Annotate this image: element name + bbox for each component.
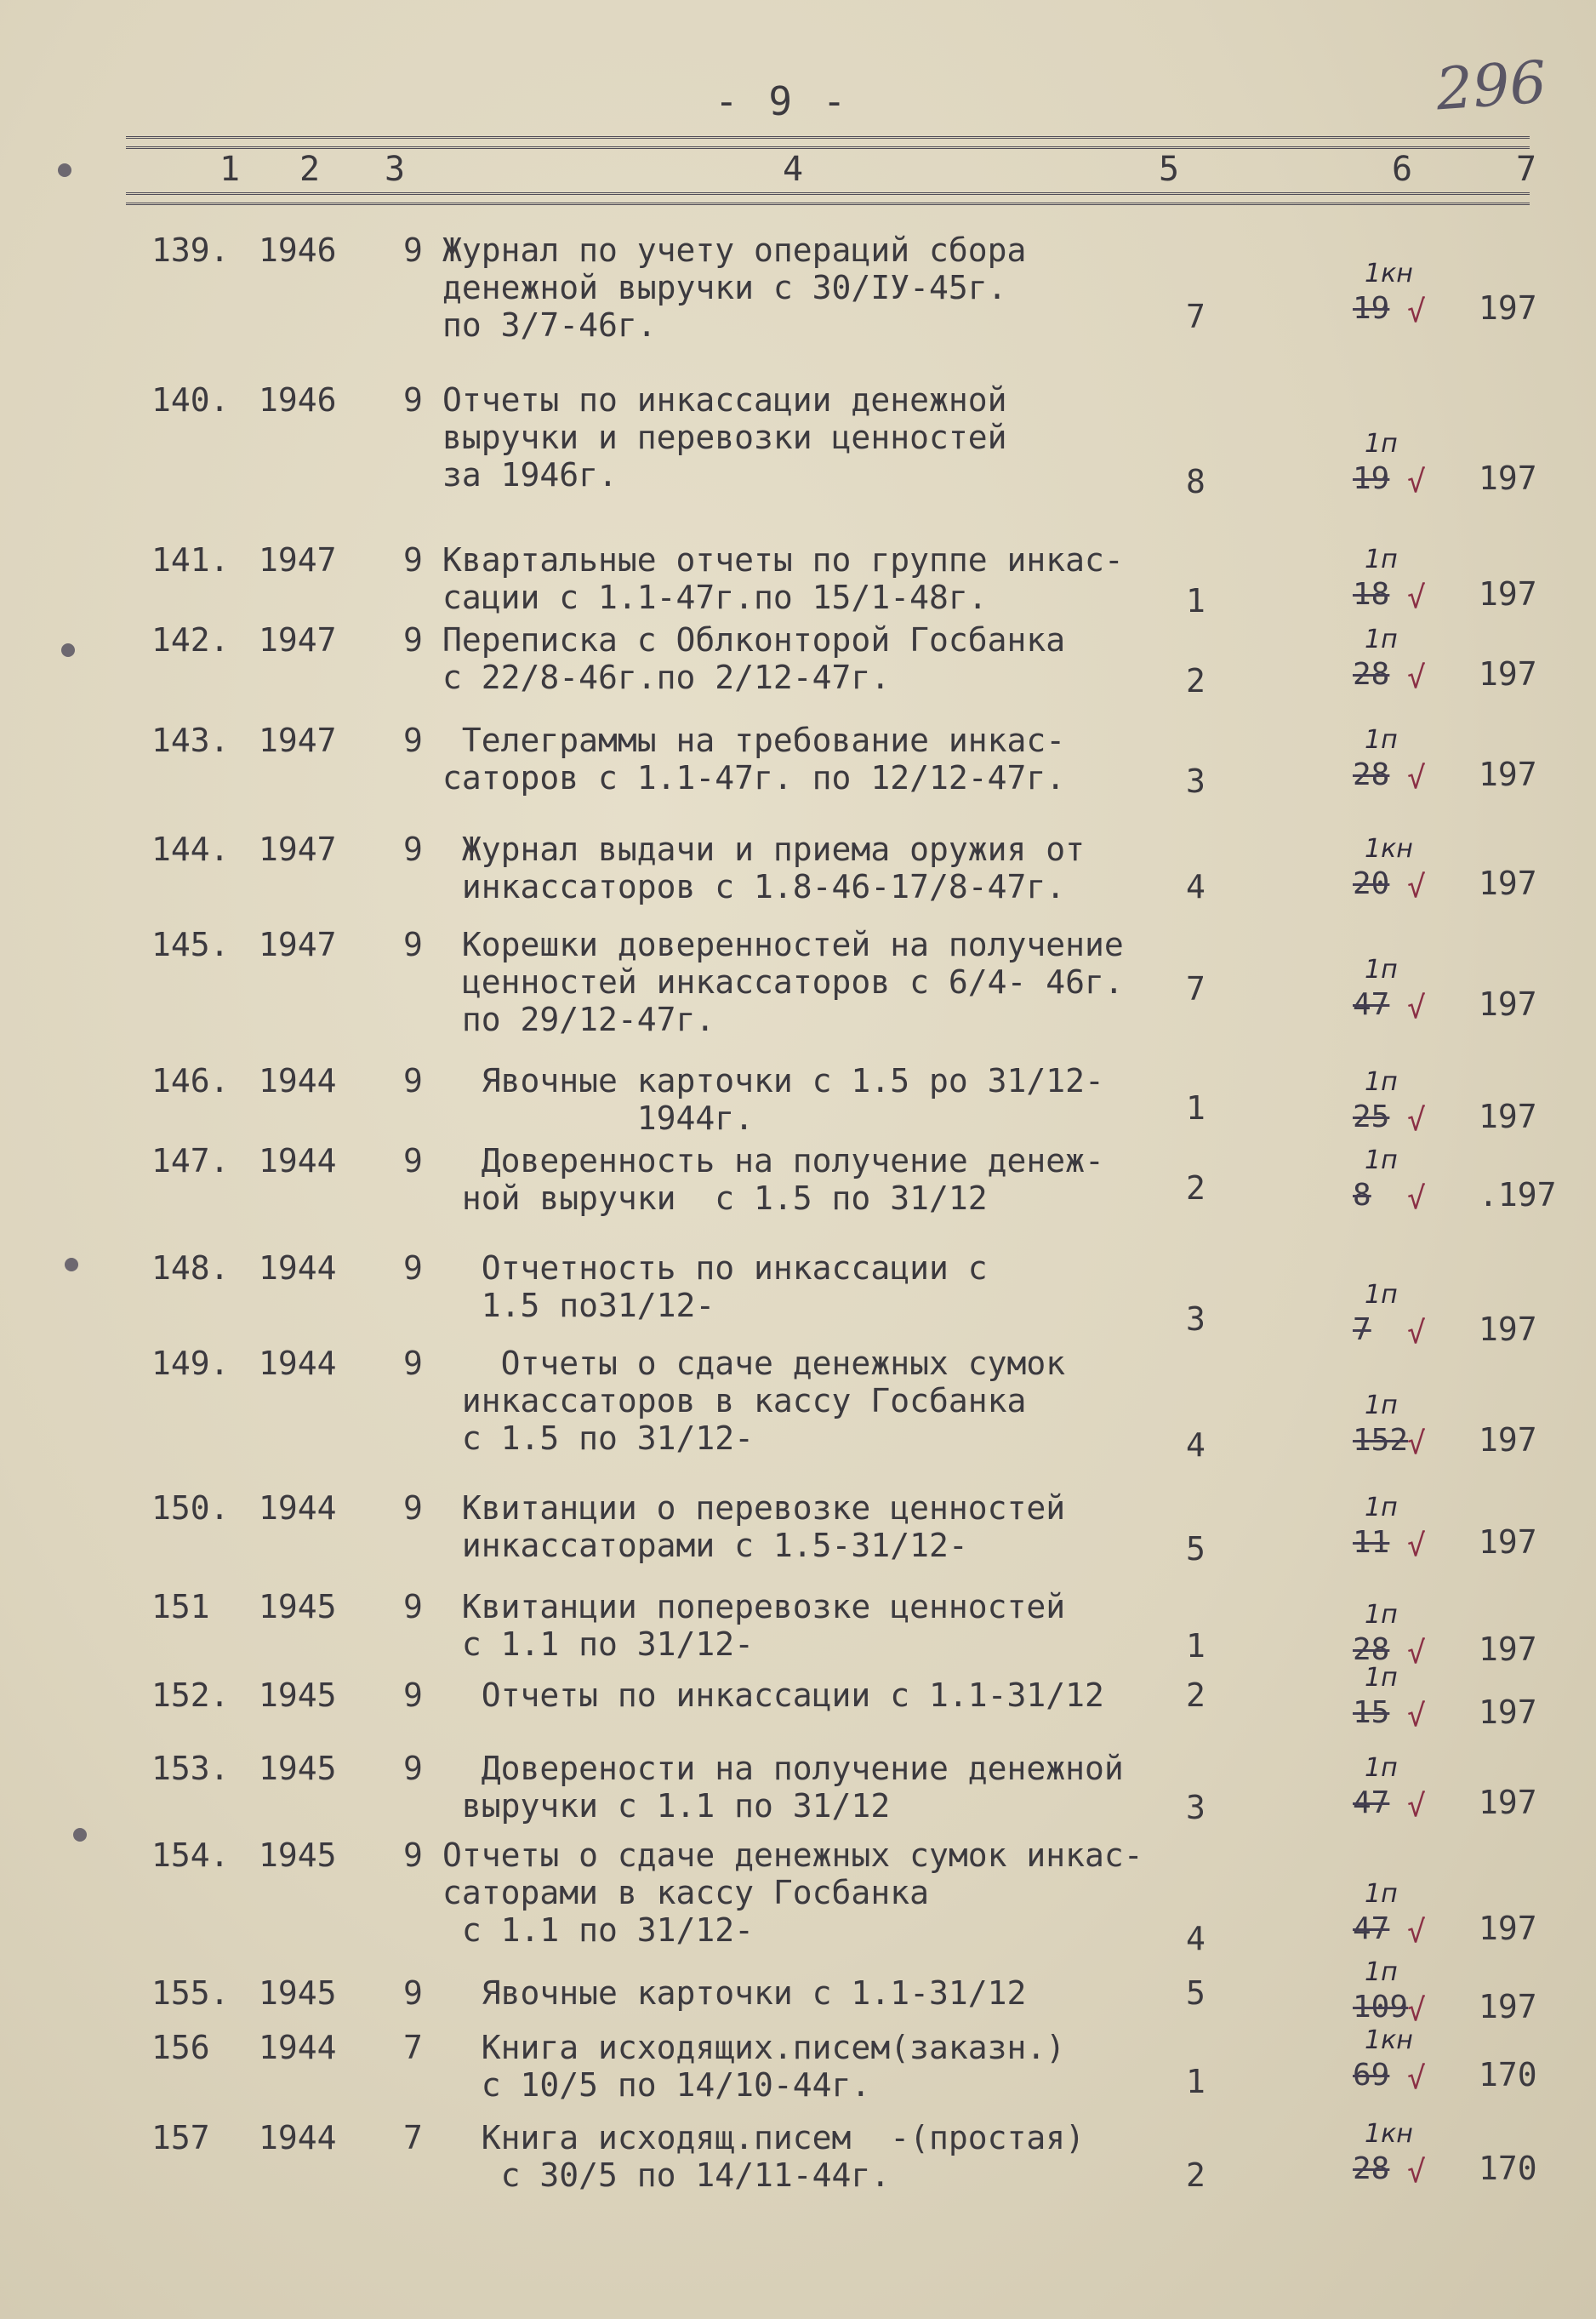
- entry-title-line: инкассаторов с 1.8-46-17/8-47г.: [442, 868, 1066, 905]
- entry-fund: 7: [403, 2119, 423, 2156]
- entry-number: 152.: [151, 1676, 230, 1714]
- entry-year: 1944: [259, 1142, 337, 1179]
- entry-title-line: Квитанции о перевозке ценностей: [442, 1489, 1066, 1527]
- entry-count: 7: [1186, 298, 1206, 335]
- entry-fund: 9: [403, 381, 423, 419]
- entry-title: [442, 1345, 1065, 1457]
- entry-title-line: Доверенность на получение денеж-: [442, 1142, 1104, 1179]
- check-mark-icon: √: [1407, 465, 1426, 500]
- sheets-unit-annotation: 1п: [1365, 1753, 1398, 1783]
- column-number: 2: [299, 150, 321, 189]
- sheets-unit-annotation: 1кн: [1365, 834, 1413, 864]
- entry-term: 197: [1479, 1631, 1537, 1668]
- entry-title-line: Отчеты по инкассации с 1.1-31/12: [442, 1676, 1104, 1714]
- entry-fund: 7: [403, 2029, 423, 2066]
- entry-fund: 9: [403, 621, 423, 659]
- entry-sheets: [1353, 2119, 1446, 2204]
- entry-count: 8: [1186, 463, 1206, 500]
- entry-title-line: саторов с 1.1-47г. по 12/12-47г.: [442, 759, 1066, 797]
- entry-term: 197: [1479, 1523, 1537, 1561]
- sheets-count: 28: [1353, 2151, 1390, 2186]
- check-mark-icon: √: [1407, 1181, 1426, 1216]
- entry-term: 197: [1479, 575, 1537, 613]
- entry-count: 5: [1186, 1974, 1206, 2012]
- entry-count: 1: [1186, 2063, 1206, 2100]
- sheets-unit-annotation: 1п: [1365, 625, 1398, 654]
- entry-count: 3: [1186, 1789, 1206, 1826]
- entry-term: 197: [1479, 1098, 1537, 1135]
- entry-count: 2: [1186, 662, 1206, 700]
- sheets-unit-annotation: 1п: [1365, 1145, 1398, 1175]
- entry-fund: 9: [403, 231, 423, 269]
- entry-fund: 9: [403, 1974, 423, 2012]
- sheets-unit-annotation: 1п: [1365, 1280, 1398, 1310]
- header-rule-bottom: [126, 192, 1530, 195]
- entry-fund: 9: [403, 1836, 423, 1874]
- entry-count: 4: [1186, 1920, 1206, 1957]
- entry-title-line: Явочные карточки с 1.5 ро 31/12-: [442, 1062, 1104, 1100]
- entry-sheets: [1353, 259, 1446, 344]
- entry-term: 197: [1479, 655, 1537, 693]
- entry-title: [442, 381, 1006, 494]
- entry-number: 150.: [151, 1489, 230, 1527]
- sheets-unit-annotation: 1п: [1365, 1600, 1398, 1630]
- check-mark-icon: √: [1407, 1528, 1426, 1563]
- sheets-count: 47: [1353, 1911, 1390, 1946]
- sheets-unit-annotation: 1кн: [1365, 2025, 1413, 2055]
- check-mark-icon: √: [1407, 2061, 1426, 2096]
- sheets-count: 15: [1353, 1695, 1390, 1730]
- entry-fund: 9: [403, 1676, 423, 1714]
- entry-year: 1944: [259, 2029, 337, 2066]
- entry-count: 5: [1186, 1530, 1206, 1568]
- entry-year: 1946: [259, 231, 337, 269]
- entry-title-line: по 3/7-46г.: [442, 306, 657, 344]
- entry-title-line: Журнал по учету операций сбора: [442, 231, 1027, 269]
- entry-count: 1: [1186, 582, 1206, 620]
- archive-sheet-number: 296: [1434, 49, 1549, 124]
- column-number: 5: [1159, 150, 1180, 189]
- entry-title-line: инкассаторов в кассу Госбанка: [442, 1382, 1027, 1419]
- entry-number: 153.: [151, 1750, 230, 1787]
- entry-count: 2: [1186, 2156, 1206, 2194]
- entry-title-line: саторами в кассу Госбанка: [442, 1874, 929, 1911]
- entry-title-line: Отчеты по инкассации денежной: [442, 381, 1007, 419]
- entry-year: 1947: [259, 926, 337, 963]
- sheets-count: 109: [1353, 1990, 1409, 2025]
- entry-year: 1944: [259, 1489, 337, 1527]
- entry-number: 151: [151, 1588, 210, 1625]
- entry-title: [442, 1062, 1104, 1137]
- check-mark-icon: √: [1407, 761, 1426, 796]
- entry-year: 1945: [259, 1836, 337, 1874]
- entry-sheets: [1353, 625, 1446, 710]
- entry-sheets: [1353, 429, 1446, 514]
- sheets-unit-annotation: 1п: [1365, 1493, 1398, 1522]
- entry-title-line: Явочные карточки с 1.1-31/12: [442, 1974, 1027, 2012]
- entry-number: 145.: [151, 926, 230, 963]
- entry-title-line: Переписка с Облконторой Госбанка: [442, 621, 1066, 659]
- page-number: - 9 -: [715, 78, 850, 124]
- entry-year: 1944: [259, 1249, 337, 1287]
- entry-title: [442, 1750, 1124, 1825]
- entry-term: 197: [1479, 1910, 1537, 1947]
- entry-term: 197: [1479, 1784, 1537, 1821]
- entry-number: 154.: [151, 1836, 230, 1874]
- entry-number: 142.: [151, 621, 230, 659]
- sheets-count: 152: [1353, 1423, 1409, 1458]
- entry-year: 1944: [259, 2119, 337, 2156]
- entry-fund: 9: [403, 1142, 423, 1179]
- check-mark-icon: √: [1407, 1789, 1426, 1824]
- entry-term: 197: [1479, 1988, 1537, 2025]
- entry-term: 197: [1479, 985, 1537, 1023]
- entry-title-line: сации с 1.1-47г.по 15/1-48г.: [442, 579, 988, 616]
- binding-hole: [61, 643, 75, 657]
- entry-year: 1947: [259, 722, 337, 759]
- entry-count: 1: [1186, 1627, 1206, 1665]
- check-mark-icon: √: [1407, 1993, 1426, 2028]
- sheets-unit-annotation: 1кн: [1365, 259, 1413, 288]
- entry-title: [442, 1676, 1104, 1714]
- entry-term: 170: [1479, 2150, 1537, 2187]
- entry-count: 3: [1186, 1300, 1206, 1338]
- entry-title: [442, 1489, 1065, 1564]
- entry-term: 170: [1479, 2056, 1537, 2093]
- column-number: 4: [783, 150, 804, 189]
- entry-title-line: выручки с 1.1 по 31/12: [442, 1787, 891, 1825]
- entry-count: 3: [1186, 763, 1206, 800]
- sheets-count: 28: [1353, 757, 1390, 792]
- sheets-count: 47: [1353, 987, 1390, 1022]
- check-mark-icon: √: [1407, 580, 1426, 615]
- entry-number: 140.: [151, 381, 230, 419]
- entry-title-line: Журнал выдачи и приема оружия от: [442, 831, 1085, 868]
- sheets-unit-annotation: 1кн: [1365, 2119, 1413, 2149]
- entry-term: 197: [1479, 1311, 1537, 1348]
- entry-title: [442, 926, 1124, 1038]
- entry-sheets: [1353, 1663, 1446, 1748]
- check-mark-icon: √: [1407, 1915, 1426, 1950]
- binding-hole: [58, 163, 71, 177]
- header-rule-top: [126, 136, 1530, 139]
- entry-title: [442, 231, 1026, 344]
- entry-title: [442, 1142, 1104, 1217]
- entry-sheets: [1353, 545, 1446, 630]
- entry-sheets: [1353, 1145, 1446, 1231]
- sheets-unit-annotation: 1п: [1365, 429, 1398, 459]
- entry-title-line: Книга исходящ.писем -(простая): [442, 2119, 1085, 2156]
- entry-sheets: [1353, 725, 1446, 810]
- check-mark-icon: √: [1407, 2155, 1426, 2190]
- entry-number: 156: [151, 2029, 210, 2066]
- sheets-unit-annotation: 1п: [1365, 1663, 1398, 1693]
- entry-count: 7: [1186, 970, 1206, 1008]
- entry-term: 197: [1479, 756, 1537, 793]
- entry-term: 197: [1479, 1694, 1537, 1731]
- entry-number: 146.: [151, 1062, 230, 1100]
- sheets-count: 28: [1353, 1632, 1390, 1667]
- entry-title: [442, 541, 1124, 616]
- entry-sheets: [1353, 955, 1446, 1040]
- entry-number: 143.: [151, 722, 230, 759]
- entry-term: .197: [1479, 1176, 1557, 1214]
- entry-title-line: с 1.5 по 31/12-: [442, 1419, 755, 1457]
- sheets-count: 20: [1353, 866, 1390, 901]
- entry-term: 197: [1479, 865, 1537, 902]
- entry-title: [442, 2119, 1085, 2194]
- entry-term: 197: [1479, 1421, 1537, 1459]
- check-mark-icon: √: [1407, 1103, 1426, 1138]
- sheets-count: 19: [1353, 461, 1390, 496]
- header-rule-top-second: [126, 146, 1530, 149]
- entry-title-line: с 30/5 по 14/11-44г.: [442, 2156, 891, 2194]
- entry-count: 4: [1186, 1426, 1206, 1464]
- sheets-unit-annotation: 1п: [1365, 545, 1398, 574]
- entry-year: 1945: [259, 1676, 337, 1714]
- entry-title-line: Отчеты о сдаче денежных сумок инкас-: [442, 1836, 1143, 1874]
- entry-fund: 9: [403, 1489, 423, 1527]
- entry-title-line: с 22/8-46г.по 2/12-47г.: [442, 659, 891, 696]
- check-mark-icon: √: [1407, 1316, 1426, 1351]
- sheets-unit-annotation: 1п: [1365, 1879, 1398, 1909]
- entry-fund: 9: [403, 831, 423, 868]
- check-mark-icon: √: [1407, 1426, 1426, 1461]
- entry-title: [442, 1836, 1143, 1949]
- entry-year: 1947: [259, 621, 337, 659]
- check-mark-icon: √: [1407, 991, 1426, 1025]
- entry-number: 157: [151, 2119, 210, 2156]
- sheets-count: 8: [1353, 1178, 1371, 1213]
- entry-fund: 9: [403, 1750, 423, 1787]
- entry-sheets: [1353, 1753, 1446, 1838]
- entry-fund: 9: [403, 1588, 423, 1625]
- entry-fund: 9: [403, 541, 423, 579]
- binding-hole: [65, 1258, 78, 1271]
- column-number: 1: [219, 150, 241, 189]
- sheets-unit-annotation: 1п: [1365, 725, 1398, 755]
- entry-title-line: по 29/12-47г.: [442, 1001, 715, 1038]
- check-mark-icon: √: [1407, 870, 1426, 905]
- sheets-count: 11: [1353, 1525, 1390, 1560]
- entry-year: 1944: [259, 1345, 337, 1382]
- sheets-count: 18: [1353, 577, 1390, 612]
- entry-count: 1: [1186, 1089, 1206, 1127]
- entry-title-line: Квартальные отчеты по группе инкас-: [442, 541, 1124, 579]
- entry-title-line: Квитанции поперевозке ценностей: [442, 1588, 1066, 1625]
- entry-number: 147.: [151, 1142, 230, 1179]
- entry-year: 1945: [259, 1974, 337, 2012]
- entry-title-line: Телеграммы на требование инкас-: [442, 722, 1066, 759]
- entry-title-line: 1944г.: [442, 1100, 755, 1137]
- entry-number: 149.: [151, 1345, 230, 1382]
- sheets-count: 19: [1353, 291, 1390, 326]
- entry-title: [442, 1249, 988, 1324]
- entry-year: 1947: [259, 541, 337, 579]
- entry-sheets: [1353, 1280, 1446, 1365]
- entry-title-line: Книга исходящих.писем(заказн.): [442, 2029, 1066, 2066]
- entry-title-line: за 1946г.: [442, 456, 618, 494]
- entry-count: 4: [1186, 868, 1206, 905]
- entry-sheets: [1353, 1879, 1446, 1964]
- check-mark-icon: √: [1407, 1699, 1426, 1734]
- sheets-count: 47: [1353, 1785, 1390, 1820]
- check-mark-icon: √: [1407, 660, 1426, 695]
- entry-count: 2: [1186, 1169, 1206, 1207]
- entry-number: 141.: [151, 541, 230, 579]
- entry-number: 148.: [151, 1249, 230, 1287]
- entry-title-line: ценностей инкассаторов с 6/4- 46г.: [442, 963, 1124, 1001]
- entry-fund: 9: [403, 1062, 423, 1100]
- header-rule-bottom-second: [126, 203, 1530, 205]
- binding-hole: [73, 1828, 87, 1842]
- entry-year: 1946: [259, 381, 337, 419]
- column-number: 3: [385, 150, 406, 189]
- entry-title-line: денежной выручки с 30/IУ-45г.: [442, 269, 1007, 306]
- entry-title: [442, 831, 1085, 905]
- entry-title: [442, 1588, 1065, 1663]
- entry-term: 197: [1479, 289, 1537, 327]
- entry-title-line: ной выручки с 1.5 по 31/12: [442, 1179, 988, 1217]
- entry-count: 2: [1186, 1676, 1206, 1714]
- entry-title-line: Отчеты о сдаче денежных сумок: [442, 1345, 1066, 1382]
- entry-title: [442, 621, 1065, 696]
- entry-year: 1944: [259, 1062, 337, 1100]
- entry-title-line: выручки и перевозки ценностей: [442, 419, 1007, 456]
- sheets-count: 69: [1353, 2058, 1390, 2093]
- entry-sheets: [1353, 834, 1446, 919]
- check-mark-icon: √: [1407, 294, 1426, 329]
- entry-sheets: [1353, 1067, 1446, 1152]
- sheets-count: 25: [1353, 1100, 1390, 1134]
- entry-fund: 9: [403, 1345, 423, 1382]
- entry-fund: 9: [403, 926, 423, 963]
- entry-title: [442, 2029, 1065, 2104]
- entry-year: 1945: [259, 1588, 337, 1625]
- entry-title-line: 1.5 по31/12-: [442, 1287, 715, 1324]
- column-number: 7: [1516, 150, 1537, 189]
- check-mark-icon: √: [1407, 1636, 1426, 1671]
- entry-title-line: с 1.1 по 31/12-: [442, 1911, 755, 1949]
- column-number: 6: [1392, 150, 1413, 189]
- entry-sheets: [1353, 1391, 1446, 1476]
- sheets-unit-annotation: 1п: [1365, 1067, 1398, 1097]
- entry-title: [442, 722, 1065, 797]
- entry-sheets: [1353, 1493, 1446, 1578]
- entry-title-line: Доверености на получение денежной: [442, 1750, 1124, 1787]
- entry-title: [442, 1974, 1026, 2012]
- entry-number: 144.: [151, 831, 230, 868]
- entry-title-line: инкассаторами с 1.5-31/12-: [442, 1527, 968, 1564]
- entry-sheets: [1353, 2025, 1446, 2111]
- entry-term: 197: [1479, 460, 1537, 497]
- entry-fund: 9: [403, 1249, 423, 1287]
- entry-number: 139.: [151, 231, 230, 269]
- sheets-unit-annotation: 1п: [1365, 1957, 1398, 1987]
- entry-year: 1947: [259, 831, 337, 868]
- entry-title-line: Корешки доверенностей на получение: [442, 926, 1124, 963]
- sheets-unit-annotation: 1п: [1365, 955, 1398, 985]
- sheets-count: 28: [1353, 657, 1390, 692]
- entry-fund: 9: [403, 722, 423, 759]
- entry-title-line: Отчетность по инкассации с: [442, 1249, 988, 1287]
- entry-year: 1945: [259, 1750, 337, 1787]
- sheets-unit-annotation: 1п: [1365, 1391, 1398, 1420]
- entry-title-line: с 10/5 по 14/10-44г.: [442, 2066, 871, 2104]
- entry-title-line: с 1.1 по 31/12-: [442, 1625, 755, 1663]
- sheets-count: 7: [1353, 1312, 1371, 1347]
- entry-number: 155.: [151, 1974, 230, 2012]
